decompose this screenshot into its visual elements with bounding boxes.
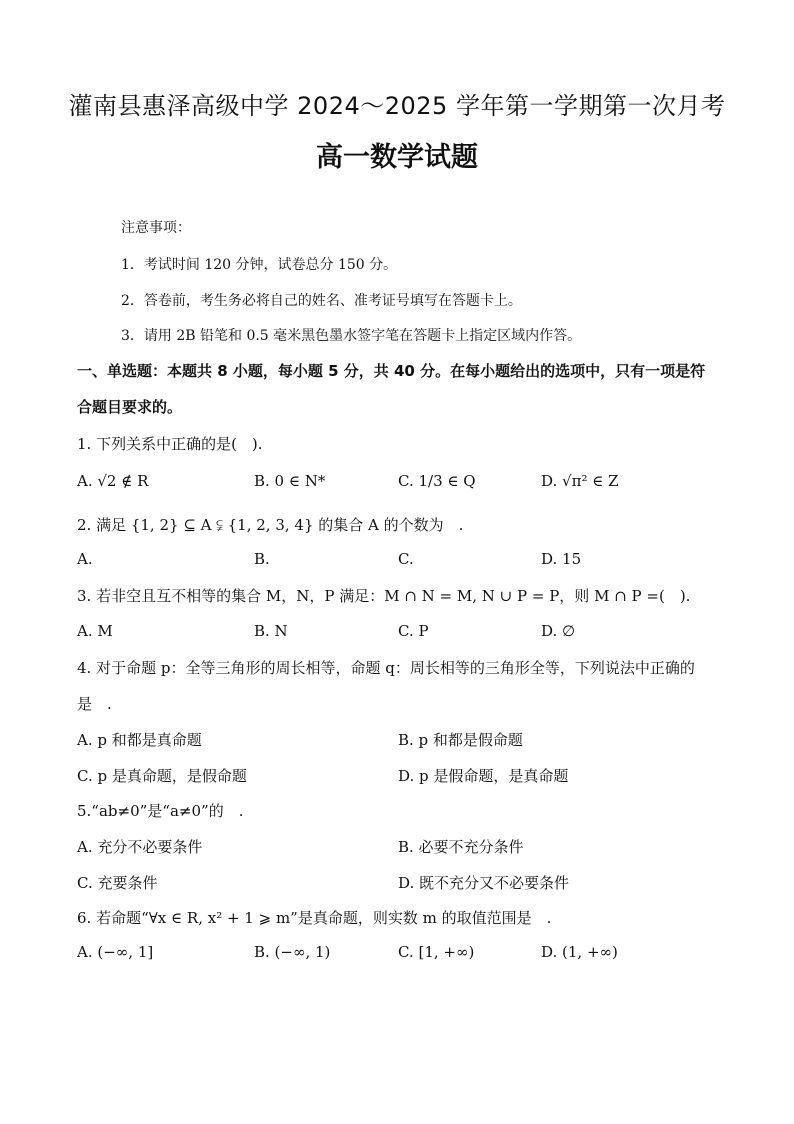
question-6-stem: 6. 若命题“∀x ∈ R, x² + 1 ⩾ m”是真命题，则实数 m 的取值范围是 . [77, 909, 552, 927]
exam-subtitle: 高一数学试题 [316, 142, 478, 173]
q6-option-d: D. (1, +∞) [541, 943, 618, 961]
q2-option-a: A. [77, 550, 93, 568]
q4-option-a: A. p 和都是真命题 [77, 731, 202, 749]
q1-option-c: C. 1/3 ∈ Q [398, 472, 476, 490]
section-heading: 一、单选题：本题共 8 小题，每小题 5 分，共 40 分。在每小题给出的选项中，只有一项是符 [77, 362, 706, 380]
q4-option-c: C. p 是真命题，是假命题 [77, 767, 247, 785]
q4-option-b: B. p 和都是假命题 [398, 731, 523, 749]
question-4-stem: 4. 对于命题 p：全等三角形的周长相等，命题 q：周长相等的三角形全等，下列说法中正确的 [77, 659, 695, 677]
question-3-stem: 3. 若非空且互不相等的集合 M，N，P 满足：M ∩ N = M, N ∪ P = P，则 M ∩ P =( ). [77, 587, 691, 605]
note-item: 1．考试时间 120 分钟，试卷总分 150 分。 [121, 257, 398, 273]
question-2-stem: 2. 满足 {1, 2} ⊆ A ⫋ {1, 2, 3, 4} 的集合 A 的个数为 . [77, 516, 464, 534]
q1-option-d: D. √π² ∈ Z [541, 472, 619, 490]
note-item: 3．请用 2B 铅笔和 0.5 毫米黑色墨水签字笔在答题卡上指定区域内作答。 [121, 328, 582, 344]
q6-option-c: C. [1, +∞) [398, 943, 475, 961]
q2-option-c: C. [398, 550, 414, 568]
q2-option-d: D. 15 [541, 550, 582, 568]
q4-option-d: D. p 是假命题，是真命题 [398, 767, 569, 785]
section-heading-cont: 合题目要求的。 [77, 398, 183, 416]
q5-option-d: D. 既不充分又不必要条件 [398, 874, 570, 892]
q2-option-b: B. [254, 550, 270, 568]
q6-option-a: A. (−∞, 1] [77, 943, 154, 961]
q1-option-b: B. 0 ∈ N* [254, 472, 326, 490]
q5-option-b: B. 必要不充分条件 [398, 838, 524, 856]
question-4-stem-cont: 是 . [77, 695, 112, 713]
q5-option-c: C. 充要条件 [77, 874, 158, 892]
exam-title: 灌南县惠泽高级中学 2024～2025 学年第一学期第一次月考 [68, 92, 726, 120]
q3-option-a: A. M [77, 622, 113, 640]
question-5-stem: 5.“ab≠0”是“a≠0”的 . [77, 802, 244, 820]
q3-option-b: B. N [254, 622, 288, 640]
q3-option-c: C. P [398, 622, 429, 640]
notes-heading: 注意事项： [121, 220, 191, 236]
note-item: 2．答卷前，考生务必将自己的姓名、准考证号填写在答题卡上。 [121, 293, 522, 309]
q3-option-d: D. ∅ [541, 622, 576, 640]
question-1-stem: 1. 下列关系中正确的是( ). [77, 435, 263, 453]
q6-option-b: B. (−∞, 1) [254, 943, 331, 961]
q1-option-a: A. √2 ∉ R [77, 472, 149, 490]
q5-option-a: A. 充分不必要条件 [77, 838, 203, 856]
